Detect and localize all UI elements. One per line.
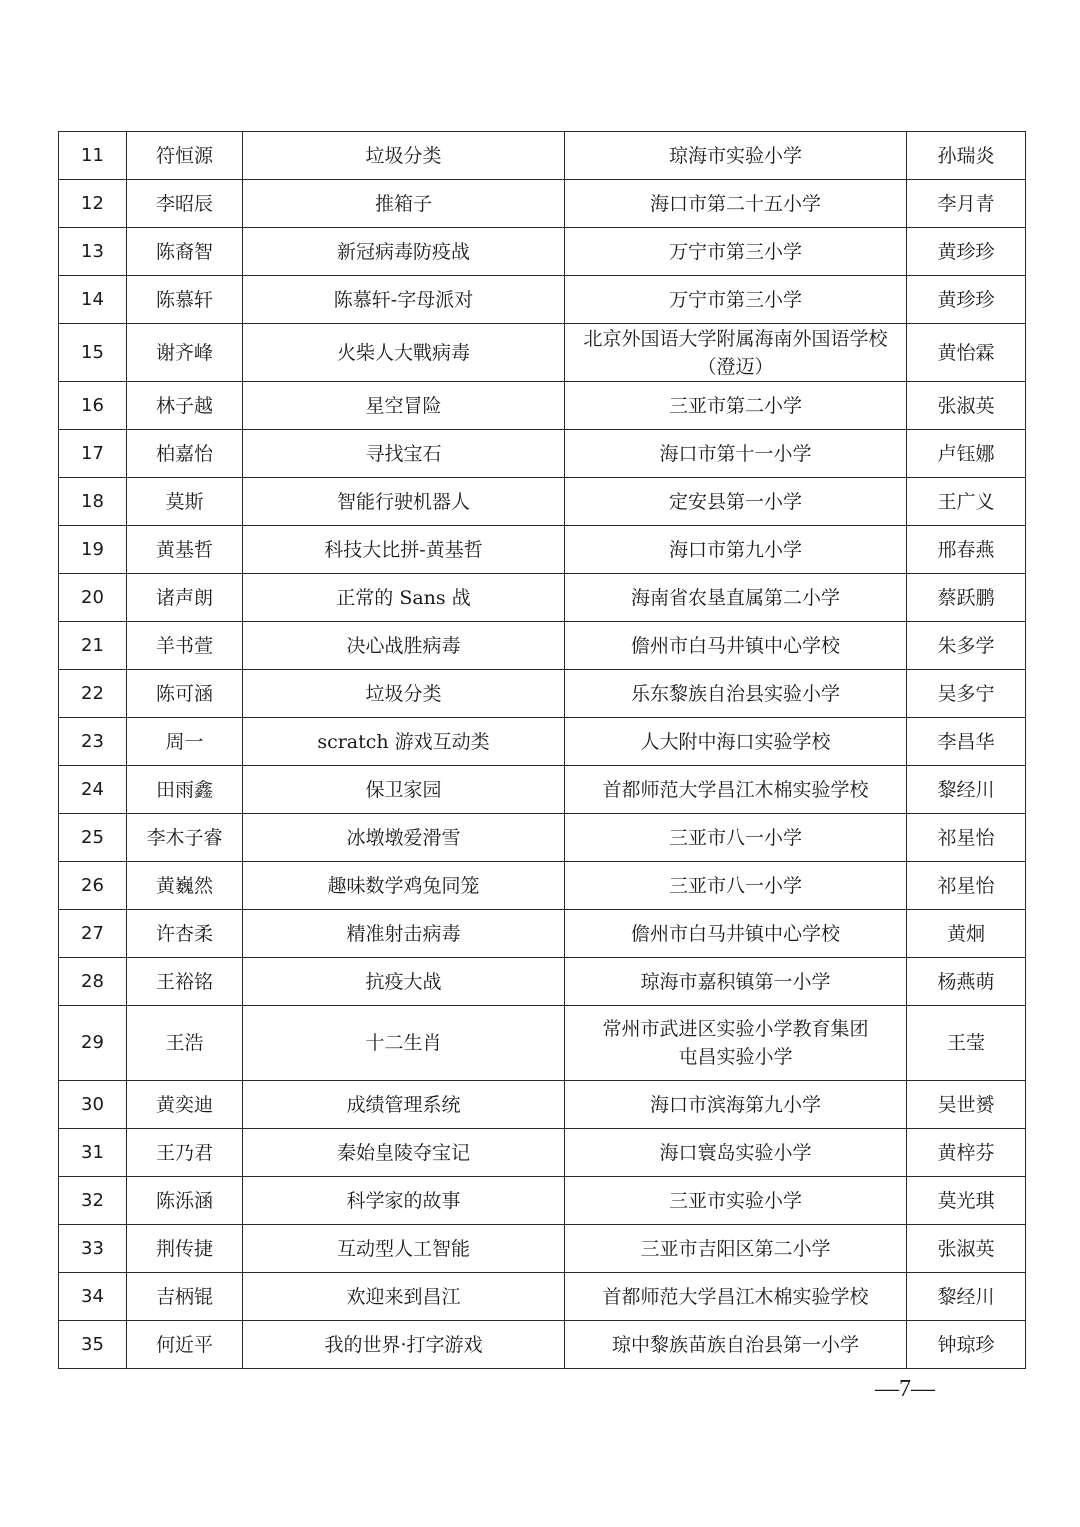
row-number: 14: [59, 276, 127, 324]
row-number: 12: [59, 180, 127, 228]
school-name: [565, 1081, 907, 1129]
school-name-line: 屯昌实验小学: [678, 1046, 793, 1068]
work-title: 智能行驶机器人: [243, 478, 565, 526]
student-name: 陈可涵: [127, 670, 243, 718]
school-name-line: 海南省农垦直属第二小学: [630, 586, 840, 609]
row-number: 26: [59, 862, 127, 910]
school-name: [565, 1273, 907, 1321]
row-number: 30: [59, 1081, 127, 1129]
table-row: [59, 1081, 1026, 1129]
school-name-line: 首都师范大学昌江木棉实验学校: [602, 778, 869, 801]
school-name: [565, 670, 907, 718]
school-name-line: 首都师范大学昌江木棉实验学校: [602, 1285, 869, 1308]
table-row: [59, 574, 1026, 622]
school-name: [565, 1006, 907, 1081]
table-row: [59, 862, 1026, 910]
row-number: 31: [59, 1129, 127, 1177]
table-row: [59, 1225, 1026, 1273]
school-name: [565, 910, 907, 958]
school-name: [565, 1321, 907, 1369]
school-name-line: 儋州市白马井镇中心学校: [630, 922, 840, 945]
table-row: [59, 814, 1026, 862]
teacher-name: 莫光琪: [907, 1177, 1026, 1225]
school-name: [565, 276, 907, 324]
work-title: 科学家的故事: [243, 1177, 565, 1225]
row-number: 18: [59, 478, 127, 526]
school-name-line: 万宁市第三小学: [668, 240, 802, 263]
student-name: 何近平: [127, 1321, 243, 1369]
student-name: 诸声朗: [127, 574, 243, 622]
row-number: 34: [59, 1273, 127, 1321]
work-title: 星空冒险: [243, 382, 565, 430]
school-name: [565, 862, 907, 910]
row-number: 22: [59, 670, 127, 718]
student-name: 谢齐峰: [127, 324, 243, 382]
student-name: 黄基哲: [127, 526, 243, 574]
student-name: 莫斯: [127, 478, 243, 526]
school-name: [565, 526, 907, 574]
table-row: [59, 1321, 1026, 1369]
row-number: 32: [59, 1177, 127, 1225]
teacher-name: 张淑英: [907, 382, 1026, 430]
work-title: 互动型人工智能: [243, 1225, 565, 1273]
school-name-line: 常州市武进区实验小学教育集团: [602, 1018, 869, 1040]
work-title: 精准射击病毒: [243, 910, 565, 958]
student-name: 陈泺涵: [127, 1177, 243, 1225]
school-name: [565, 1177, 907, 1225]
student-name: 李木子睿: [127, 814, 243, 862]
row-number: 21: [59, 622, 127, 670]
work-title: 我的世界·打字游戏: [243, 1321, 565, 1369]
teacher-name: 朱多学: [907, 622, 1026, 670]
teacher-name: 邢春燕: [907, 526, 1026, 574]
work-title: 秦始皇陵夺宝记: [243, 1129, 565, 1177]
table-row: [59, 132, 1026, 180]
table-row: [59, 478, 1026, 526]
teacher-name: 李月青: [907, 180, 1026, 228]
teacher-name: 李昌华: [907, 718, 1026, 766]
page-number: —7—: [875, 1376, 935, 1402]
school-name-line: 万宁市第三小学: [668, 288, 802, 311]
student-name: 陈慕轩: [127, 276, 243, 324]
results-table: [58, 131, 1026, 1369]
work-title: 趣味数学鸡兔同笼: [243, 862, 565, 910]
table-row: [59, 670, 1026, 718]
student-name: 荆传捷: [127, 1225, 243, 1273]
row-number: 11: [59, 132, 127, 180]
work-title: 垃圾分类: [243, 670, 565, 718]
school-name: [565, 1129, 907, 1177]
table-row: [59, 766, 1026, 814]
school-name: [565, 430, 907, 478]
teacher-name: 黄梓芬: [907, 1129, 1026, 1177]
work-title: 推箱子: [243, 180, 565, 228]
teacher-name: 黎经川: [907, 1273, 1026, 1321]
school-name-line: 三亚市第二小学: [668, 394, 802, 417]
school-name-line: 三亚市实验小学: [668, 1189, 802, 1212]
table-row: [59, 526, 1026, 574]
work-title: 十二生肖: [243, 1006, 565, 1081]
row-number: 23: [59, 718, 127, 766]
work-title: 寻找宝石: [243, 430, 565, 478]
school-name: [565, 1225, 907, 1273]
table-row: [59, 1273, 1026, 1321]
student-name: 黄巍然: [127, 862, 243, 910]
table-row: [59, 276, 1026, 324]
row-number: 24: [59, 766, 127, 814]
table-row: [59, 622, 1026, 670]
teacher-name: 黄炯: [907, 910, 1026, 958]
teacher-name: 黄珍珍: [907, 228, 1026, 276]
school-name-line: 海口寰岛实验小学: [659, 1141, 812, 1164]
teacher-name: 黄怡霖: [907, 324, 1026, 382]
table-row: [59, 958, 1026, 1006]
row-number: 27: [59, 910, 127, 958]
teacher-name: 张淑英: [907, 1225, 1026, 1273]
school-name: [565, 622, 907, 670]
student-name: 林子越: [127, 382, 243, 430]
school-name: [565, 228, 907, 276]
student-name: 田雨鑫: [127, 766, 243, 814]
school-name-line: 琼海市嘉积镇第一小学: [640, 970, 831, 993]
student-name: 王裕铭: [127, 958, 243, 1006]
row-number: 19: [59, 526, 127, 574]
teacher-name: 黎经川: [907, 766, 1026, 814]
student-name: 羊书萱: [127, 622, 243, 670]
work-title: 陈慕轩-字母派对: [243, 276, 565, 324]
table-row: [59, 180, 1026, 228]
teacher-name: 吴世赟: [907, 1081, 1026, 1129]
school-name-line: 海口市第十一小学: [659, 442, 812, 465]
school-name-line: （澄迈）: [697, 355, 774, 378]
table-row: [59, 1177, 1026, 1225]
table-row: [59, 382, 1026, 430]
teacher-name: 祁星怡: [907, 814, 1026, 862]
table-row: [59, 324, 1026, 382]
school-name-line: 海口市第二十五小学: [649, 192, 821, 215]
student-name: 陈裔智: [127, 228, 243, 276]
teacher-name: 王广义: [907, 478, 1026, 526]
row-number: 17: [59, 430, 127, 478]
school-name-line: 海口市滨海第九小学: [649, 1093, 821, 1116]
row-number: 28: [59, 958, 127, 1006]
table-row: [59, 1006, 1026, 1081]
school-name: [565, 478, 907, 526]
school-name-line: 三亚市八一小学: [668, 874, 802, 897]
work-title: 欢迎来到昌江: [243, 1273, 565, 1321]
table-body: [59, 132, 1026, 1369]
student-name: 王浩: [127, 1006, 243, 1081]
teacher-name: 钟琼珍: [907, 1321, 1026, 1369]
student-name: 许杏柔: [127, 910, 243, 958]
row-number: 16: [59, 382, 127, 430]
table-row: [59, 910, 1026, 958]
work-title: 垃圾分类: [243, 132, 565, 180]
work-title: 正常的 Sans 战: [243, 574, 565, 622]
school-name: [565, 324, 907, 382]
table-row: [59, 228, 1026, 276]
table-row: [59, 1129, 1026, 1177]
school-name-line: 北京外国语大学附属海南外国语学校: [583, 327, 888, 350]
work-title: scratch 游戏互动类: [243, 718, 565, 766]
work-title: 火柴人大戰病毒: [243, 324, 565, 382]
row-number: 33: [59, 1225, 127, 1273]
row-number: 15: [59, 324, 127, 382]
teacher-name: 卢钰娜: [907, 430, 1026, 478]
row-number: 20: [59, 574, 127, 622]
work-title: 冰墩墩爱滑雪: [243, 814, 565, 862]
row-number: 13: [59, 228, 127, 276]
teacher-name: 孙瑞炎: [907, 132, 1026, 180]
table-row: [59, 718, 1026, 766]
teacher-name: 吴多宁: [907, 670, 1026, 718]
school-name-line: 定安县第一小学: [668, 490, 802, 513]
student-name: 柏嘉怡: [127, 430, 243, 478]
work-title: 科技大比拼-黄基哲: [243, 526, 565, 574]
school-name: [565, 574, 907, 622]
work-title: 保卫家园: [243, 766, 565, 814]
school-name-line: 海口市第九小学: [668, 538, 802, 561]
school-name-line: 琼海市实验小学: [668, 144, 802, 167]
school-name: [565, 132, 907, 180]
school-name: [565, 180, 907, 228]
teacher-name: 祁星怡: [907, 862, 1026, 910]
school-name-line: 三亚市八一小学: [668, 826, 802, 849]
school-name: [565, 382, 907, 430]
teacher-name: 蔡跃鹏: [907, 574, 1026, 622]
work-title: 新冠病毒防疫战: [243, 228, 565, 276]
student-name: 王乃君: [127, 1129, 243, 1177]
student-name: 符恒源: [127, 132, 243, 180]
student-name: 吉柄锟: [127, 1273, 243, 1321]
school-name-line: 乐东黎族自治县实验小学: [630, 682, 840, 705]
school-name: [565, 766, 907, 814]
row-number: 29: [59, 1006, 127, 1081]
school-name: [565, 958, 907, 1006]
work-title: 抗疫大战: [243, 958, 565, 1006]
row-number: 35: [59, 1321, 127, 1369]
table-row: [59, 430, 1026, 478]
school-name-line: 琼中黎族苗族自治县第一小学: [611, 1333, 859, 1356]
teacher-name: 黄珍珍: [907, 276, 1026, 324]
student-name: 周一: [127, 718, 243, 766]
school-name: [565, 718, 907, 766]
teacher-name: 杨燕萌: [907, 958, 1026, 1006]
row-number: 25: [59, 814, 127, 862]
school-name-line: 三亚市吉阳区第二小学: [640, 1237, 831, 1260]
school-name-line: 人大附中海口实验学校: [640, 730, 831, 753]
school-name: [565, 814, 907, 862]
student-name: 黄奕迪: [127, 1081, 243, 1129]
teacher-name: 王莹: [907, 1006, 1026, 1081]
student-name: 李昭辰: [127, 180, 243, 228]
school-name-line: 儋州市白马井镇中心学校: [630, 634, 840, 657]
work-title: 决心战胜病毒: [243, 622, 565, 670]
work-title: 成绩管理系统: [243, 1081, 565, 1129]
